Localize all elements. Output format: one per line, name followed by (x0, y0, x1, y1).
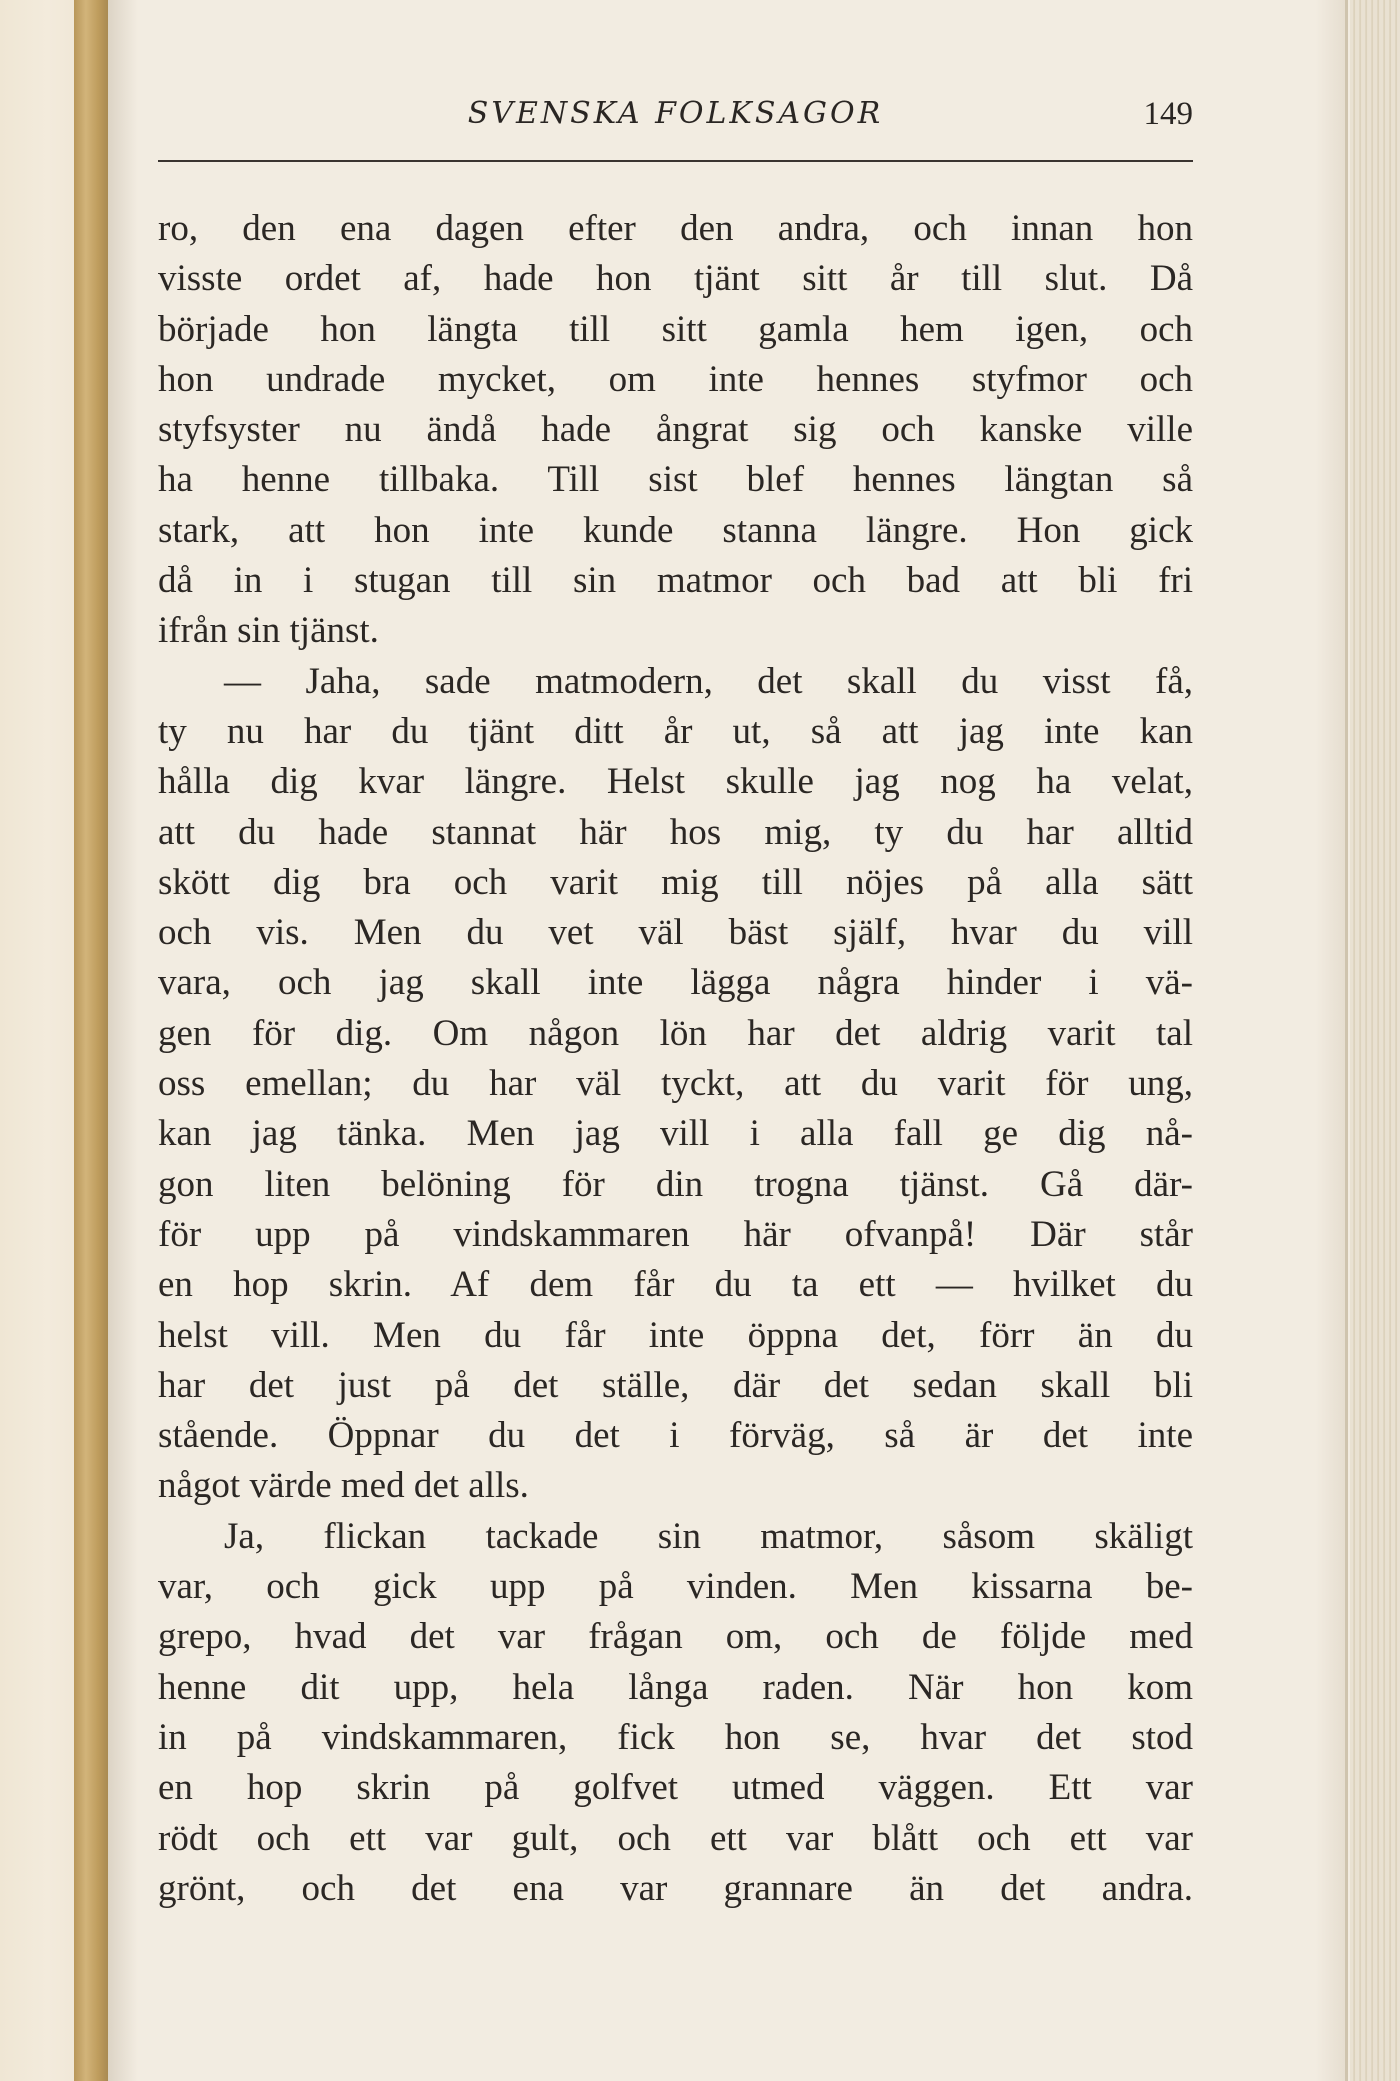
gutter-shadow (108, 0, 138, 2081)
text-line: för upp på vindskammaren här ofvanpå! Där står (158, 1213, 1193, 1255)
text-line: grönt, och det ena var grannare än det andra. (158, 1867, 1193, 1909)
text-line: in på vindskammaren, fick hon se, hvar det stod (158, 1716, 1193, 1758)
text-line: stående. Öppnar du det i förväg, så är det inte (158, 1415, 1193, 1457)
text-line: ty nu har du tjänt ditt år ut, så att jag inte kan (158, 710, 1193, 752)
text-line: att du hade stannat här hos mig, ty du har alltid (158, 811, 1193, 853)
text-line: och vis. Men du vet väl bäst själf, hvar du vill (158, 912, 1193, 954)
text-line: visste ordet af, hade hon tjänt sitt år till slut. Då (158, 258, 1193, 300)
text-line: gen för dig. Om någon lön har det aldrig varit tal (158, 1012, 1193, 1054)
text-line: oss emellan; du har väl tyckt, att du varit för ung, (158, 1063, 1193, 1105)
text-line: vara, och jag skall inte lägga några hinder i vä- (158, 962, 1193, 1004)
text-line: grepo, hvad det var frågan om, och de följde med (158, 1616, 1193, 1658)
text-line: rödt och ett var gult, och ett var blått och ett var (158, 1817, 1193, 1859)
text-line: har det just på det ställe, där det sedan skall bli (158, 1364, 1193, 1406)
text-line: gon liten belöning för din trogna tjänst. Gå där- (158, 1163, 1193, 1205)
text-line: ifrån sin tjänst. (158, 610, 379, 652)
running-header (158, 96, 1193, 140)
body-text (158, 204, 1193, 1914)
text-line: hon undrade mycket, om inte hennes styfmor och (158, 358, 1193, 400)
right-page-shadow (1315, 0, 1345, 2081)
text-line: en hop skrin på golfvet utmed väggen. Ett var (158, 1767, 1193, 1809)
page-edges-stack (1350, 0, 1400, 2081)
header-rule (158, 160, 1193, 162)
text-line: Ja, flickan tackade sin matmor, såsom skäligt (224, 1515, 1193, 1557)
text-line: kan jag tänka. Men jag vill i alla fall ge dig nå- (158, 1113, 1193, 1155)
running-title: SVENSKA FOLKSAGOR (467, 96, 884, 131)
book-spine-edge (74, 0, 108, 2081)
text-line: en hop skrin. Af dem får du ta ett — hvilket du (158, 1264, 1193, 1306)
text-line: började hon längta till sitt gamla hem igen, och (158, 308, 1193, 350)
text-line: helst vill. Men du får inte öppna det, förr än du (158, 1314, 1193, 1356)
text-line: stark, att hon inte kunde stanna längre. Hon gick (158, 509, 1193, 551)
text-line: ro, den ena dagen efter den andra, och innan hon (158, 208, 1193, 249)
text-line: henne dit upp, hela långa raden. När hon kom (158, 1666, 1193, 1708)
text-line: styfsyster nu ändå hade ångrat sig och kanske ville (158, 409, 1193, 451)
text-line: hålla dig kvar längre. Helst skulle jag nog ha velat, (158, 761, 1193, 803)
text-line: var, och gick upp på vinden. Men kissarna be- (158, 1566, 1193, 1608)
text-line: då in i stugan till sin matmor och bad att bli fri (158, 560, 1193, 602)
text-line: — Jaha, sade matmodern, det skall du visst få, (224, 660, 1193, 702)
text-line: något värde med det alls. (158, 1465, 529, 1507)
page-number: 149 (1143, 96, 1193, 132)
text-line: ha henne tillbaka. Till sist blef hennes längtan så (158, 459, 1193, 501)
page-edge-line (1345, 0, 1348, 2081)
text-line: skött dig bra och varit mig till nöjes på alla sätt (158, 861, 1193, 903)
